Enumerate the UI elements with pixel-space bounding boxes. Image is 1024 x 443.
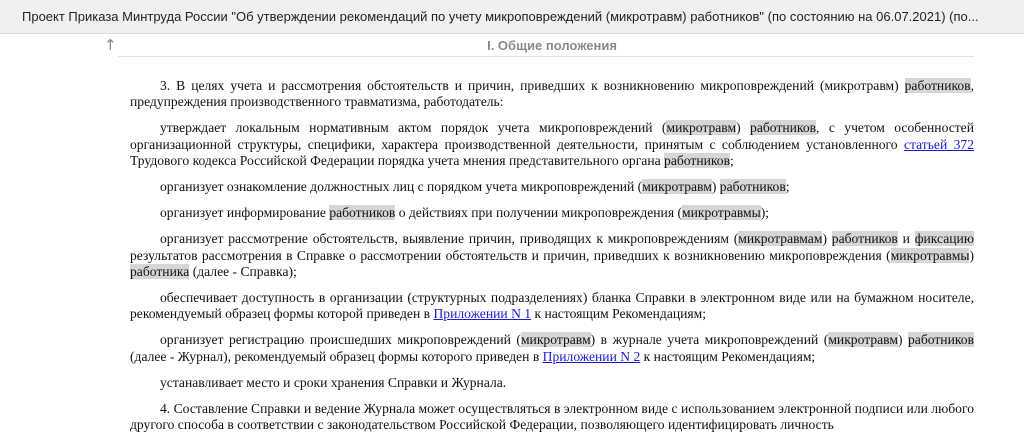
paragraph-text: ) <box>969 247 974 263</box>
paragraph <box>130 205 974 221</box>
paragraph-text: (далее - Справка); <box>189 263 297 279</box>
paragraph-text: ; <box>785 179 790 195</box>
paragraph <box>130 375 974 391</box>
paragraph-text: о действиях при получении микроповреждения ( <box>395 205 683 221</box>
paragraph <box>130 332 974 364</box>
paragraph-text: организует рассмотрение обстоятельств, выявление причин, приводящих к микроповреждениям ( <box>160 231 739 247</box>
paragraph <box>130 78 974 110</box>
paragraph-text: устанавливает место и сроки хранения Справки и Журнала. <box>160 374 507 390</box>
search-highlight: микротравмам <box>738 231 823 247</box>
section-title: I. Общие положения <box>487 38 617 53</box>
search-highlight: работников <box>831 231 898 247</box>
paragraph-text: ) <box>897 332 908 348</box>
paragraph <box>130 290 974 322</box>
paragraph-text: ) <box>736 120 751 136</box>
paragraph <box>130 179 974 195</box>
search-highlight: микротравмы <box>682 205 761 221</box>
paragraph-text: Трудового кодекса Российской Федерации порядка учета мнения представительного органа <box>130 152 665 168</box>
document-link[interactable]: статьей 372 <box>903 136 974 152</box>
paragraph-text: , с учетом особенностей организационной структуры, специфики, характера производственной деятельности, принятым с соблюдением установленного <box>130 120 974 152</box>
paragraph-text: ) <box>822 231 832 247</box>
document-title-bar <box>0 0 1024 34</box>
search-highlight: работников <box>908 332 974 348</box>
search-highlight: микротравмы <box>890 247 970 263</box>
paragraph <box>130 120 974 169</box>
search-highlight: микротравм <box>642 179 712 195</box>
search-highlight: работников <box>719 179 786 195</box>
paragraph-text: организует регистрацию происшедших микроповреждений ( <box>160 332 521 348</box>
paragraph-text: , предупреждения производственного травматизма, работодатель: <box>130 78 974 110</box>
search-highlight: работников <box>664 152 731 168</box>
paragraph <box>130 401 974 433</box>
search-highlight: микротравм <box>666 120 737 136</box>
paragraph-text: результатов рассмотрения в Справке о рассмотрении обстоятельств и причин, приведших к возникновению микроповреждения ( <box>130 247 891 263</box>
document-link[interactable]: Приложении N 1 <box>433 306 532 322</box>
paragraph-text: (далее - Журнал), рекомендуемый образец формы которого приведен в <box>130 348 543 364</box>
paragraph-text: 3. В целях учета и рассмотрения обстоятельств и причин, приведших к возникновению микроповреждений (микротравм) <box>160 78 905 93</box>
search-highlight: работников <box>904 78 971 93</box>
arrow-up-icon[interactable]: ↑ <box>104 36 117 54</box>
document-title: Проект Приказа Минтруда России "Об утверждении рекомендаций по учету микроповреждений (микротравм) работников" (по состоянию на 06.07.2021) (по... <box>22 9 979 24</box>
paragraph-text: организует ознакомление должностных лиц с порядком учета микроповреждений ( <box>160 179 643 195</box>
search-highlight: фиксацию <box>914 231 974 247</box>
search-highlight: микротравм <box>828 332 898 348</box>
paragraph-text: к настоящим Рекомендациям; <box>531 306 707 322</box>
section-divider <box>118 56 974 57</box>
paragraph <box>130 231 974 280</box>
document-body <box>130 78 974 443</box>
paragraph-text: утверждает локальным нормативным актом порядок учета микроповреждений ( <box>160 120 667 136</box>
search-highlight: работников <box>329 205 396 221</box>
search-highlight: работника <box>130 263 190 279</box>
paragraph-text: организует информирование <box>160 205 330 221</box>
search-highlight: микротравм <box>520 332 591 348</box>
document-link[interactable]: Приложении N 2 <box>542 348 641 364</box>
paragraph-text: 4. Составление Справки и ведение Журнала может осуществляться в электронном виде с использованием электронной подписи или любого другого способа в соответствии с законодательством Российской Федерации, позволяющего идентифицировать личность <box>130 401 974 433</box>
paragraph-text: ) в журнале учета микроповреждений ( <box>590 332 829 348</box>
paragraph-text: ; <box>730 152 734 168</box>
paragraph-text: и <box>897 231 915 247</box>
paragraph-text: ) <box>711 179 720 195</box>
section-header <box>0 34 1024 58</box>
search-highlight: работников <box>750 120 817 136</box>
paragraph-text: обеспечивает доступность в организации (структурных подразделениях) бланка Справки в электронном виде или на бумажном носителе, рекомендуемый образец формы которой приведен в <box>130 290 974 322</box>
paragraph-text: ); <box>760 205 770 221</box>
paragraph-text: к настоящим Рекомендациям; <box>640 348 816 364</box>
